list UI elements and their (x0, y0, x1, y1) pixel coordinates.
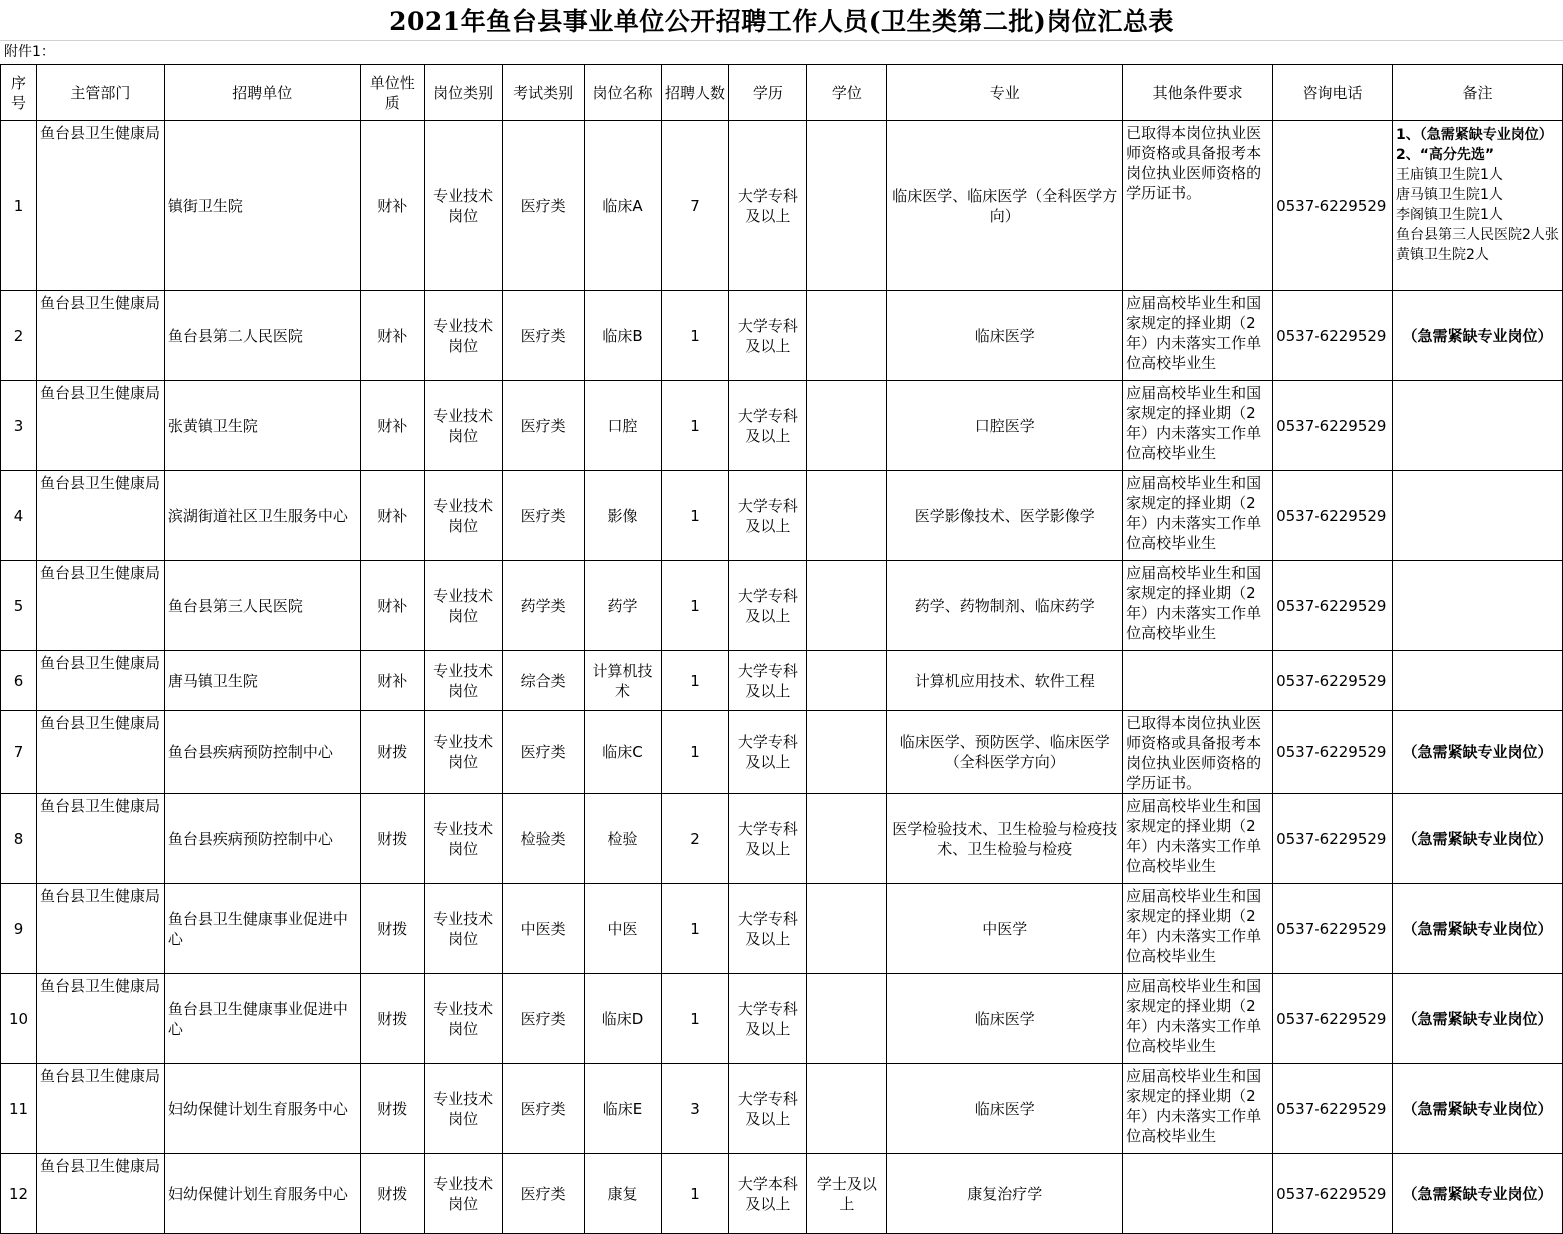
cell-dept: 鱼台县卫生健康局 (36, 381, 164, 471)
cell-cond: 应届高校毕业生和国家规定的择业期（2年）内未落实工作单位高校毕业生 (1123, 561, 1273, 651)
table-row (1, 1154, 1563, 1234)
cell-edu: 大学专科及以上 (729, 974, 807, 1064)
cell-edu: 大学专科及以上 (729, 651, 807, 711)
cell-no: 12 (1, 1154, 37, 1234)
cell-note: （急需紧缺专业岗位） (1392, 794, 1562, 884)
cell-unit: 鱼台县疾病预防控制中心 (164, 711, 360, 794)
cell-edu: 大学专科及以上 (729, 884, 807, 974)
cell-nature: 财拨 (360, 974, 424, 1064)
cell-unit: 鱼台县第二人民医院 (164, 291, 360, 381)
cell-count: 1 (661, 291, 729, 381)
cell-count: 2 (661, 794, 729, 884)
cell-phone: 0537-6229529 (1273, 471, 1393, 561)
cell-nature: 财拨 (360, 884, 424, 974)
cell-dept: 鱼台县卫生健康局 (36, 121, 164, 291)
cell-exam: 医疗类 (502, 1064, 584, 1154)
cell-nature: 财拨 (360, 711, 424, 794)
cell-exam: 综合类 (502, 651, 584, 711)
cell-cond: 应届高校毕业生和国家规定的择业期（2年）内未落实工作单位高校毕业生 (1123, 884, 1273, 974)
cell-major: 临床医学 (887, 974, 1123, 1064)
table-row (1, 974, 1563, 1064)
cell-exam: 医疗类 (502, 381, 584, 471)
cell-count: 7 (661, 121, 729, 291)
cell-unit: 张黄镇卫生院 (164, 381, 360, 471)
cell-major: 临床医学、临床医学（全科医学方向） (887, 121, 1123, 291)
cell-no: 2 (1, 291, 37, 381)
cell-major: 医学检验技术、卫生检验与检疫技术、卫生检验与检疫 (887, 794, 1123, 884)
cell-dept: 鱼台县卫生健康局 (36, 794, 164, 884)
cell-nature: 财拨 (360, 1064, 424, 1154)
cell-post: 中医 (584, 884, 661, 974)
cell-post: 影像 (584, 471, 661, 561)
cell-note (1392, 471, 1562, 561)
cell-note (1392, 381, 1562, 471)
cell-category: 专业技术岗位 (424, 291, 502, 381)
cell-category: 专业技术岗位 (424, 711, 502, 794)
header-cell: 主管部门 (36, 65, 164, 121)
cell-dept: 鱼台县卫生健康局 (36, 1064, 164, 1154)
table-row (1, 1064, 1563, 1154)
cell-phone: 0537-6229529 (1273, 121, 1393, 291)
cell-post: 药学 (584, 561, 661, 651)
cell-no: 5 (1, 561, 37, 651)
cell-dept: 鱼台县卫生健康局 (36, 291, 164, 381)
cell-note (1392, 561, 1562, 651)
table-row (1, 381, 1563, 471)
cell-post: 临床B (584, 291, 661, 381)
cell-exam: 医疗类 (502, 711, 584, 794)
cell-phone: 0537-6229529 (1273, 561, 1393, 651)
cell-nature: 财拨 (360, 1154, 424, 1234)
header-cell: 序号 (1, 65, 37, 121)
attachment-label: 附件1： (4, 44, 55, 60)
cell-dept: 鱼台县卫生健康局 (36, 974, 164, 1064)
cell-edu: 大学本科及以上 (729, 1154, 807, 1234)
cell-no: 10 (1, 974, 37, 1064)
cell-phone: 0537-6229529 (1273, 651, 1393, 711)
cell-no: 4 (1, 471, 37, 561)
cell-no: 8 (1, 794, 37, 884)
cell-degree (807, 974, 887, 1064)
cell-exam: 检验类 (502, 794, 584, 884)
cell-unit: 鱼台县卫生健康事业促进中心 (164, 884, 360, 974)
header-cell: 招聘单位 (164, 65, 360, 121)
cell-no: 7 (1, 711, 37, 794)
cell-major: 药学、药物制剂、临床药学 (887, 561, 1123, 651)
cell-count: 1 (661, 974, 729, 1064)
cell-nature: 财补 (360, 121, 424, 291)
cell-note: （急需紧缺专业岗位） (1392, 1154, 1562, 1234)
cell-unit: 滨湖街道社区卫生服务中心 (164, 471, 360, 561)
cell-nature: 财补 (360, 561, 424, 651)
cell-major: 康复治疗学 (887, 1154, 1123, 1234)
cell-cond: 应届高校毕业生和国家规定的择业期（2年）内未落实工作单位高校毕业生 (1123, 974, 1273, 1064)
cell-cond (1123, 1154, 1273, 1234)
cell-major: 中医学 (887, 884, 1123, 974)
cell-degree (807, 1064, 887, 1154)
cell-unit: 唐马镇卫生院 (164, 651, 360, 711)
cell-degree (807, 884, 887, 974)
header-cell: 备注 (1392, 65, 1562, 121)
cell-major: 临床医学 (887, 1064, 1123, 1154)
cell-cond: 应届高校毕业生和国家规定的择业期（2年）内未落实工作单位高校毕业生 (1123, 471, 1273, 561)
cell-category: 专业技术岗位 (424, 121, 502, 291)
cell-note: （急需紧缺专业岗位） (1392, 974, 1562, 1064)
document-title: 2021年鱼台县事业单位公开招聘工作人员(卫生类第二批)岗位汇总表 (0, 0, 1563, 41)
cell-degree (807, 651, 887, 711)
cell-phone: 0537-6229529 (1273, 794, 1393, 884)
cell-count: 1 (661, 381, 729, 471)
cell-unit: 鱼台县第三人民医院 (164, 561, 360, 651)
table-row (1, 711, 1563, 794)
cell-post: 检验 (584, 794, 661, 884)
cell-category: 专业技术岗位 (424, 1064, 502, 1154)
cell-edu: 大学专科及以上 (729, 711, 807, 794)
table-row (1, 794, 1563, 884)
cell-dept: 鱼台县卫生健康局 (36, 884, 164, 974)
cell-degree (807, 711, 887, 794)
cell-unit: 镇街卫生院 (164, 121, 360, 291)
cell-dept: 鱼台县卫生健康局 (36, 711, 164, 794)
cell-edu: 大学专科及以上 (729, 561, 807, 651)
note-line: 王庙镇卫生院1人 (1395, 167, 1503, 183)
cell-note: （急需紧缺专业岗位） (1392, 291, 1562, 381)
cell-degree (807, 291, 887, 381)
cell-post: 临床A (584, 121, 661, 291)
table-row (1, 561, 1563, 651)
cell-phone: 0537-6229529 (1273, 1064, 1393, 1154)
cell-unit: 鱼台县疾病预防控制中心 (164, 794, 360, 884)
cell-dept: 鱼台县卫生健康局 (36, 1154, 164, 1234)
cell-major: 医学影像技术、医学影像学 (887, 471, 1123, 561)
cell-cond: 应届高校毕业生和国家规定的择业期（2年）内未落实工作单位高校毕业生 (1123, 381, 1273, 471)
cell-post: 临床D (584, 974, 661, 1064)
cell-phone: 0537-6229529 (1273, 1154, 1393, 1234)
note-line: 李阁镇卫生院1人 (1395, 207, 1503, 223)
cell-dept: 鱼台县卫生健康局 (36, 471, 164, 561)
cell-degree: 学士及以上 (807, 1154, 887, 1234)
cell-post: 康复 (584, 1154, 661, 1234)
header-row (1, 65, 1563, 121)
cell-category: 专业技术岗位 (424, 651, 502, 711)
cell-major: 临床医学、预防医学、临床医学（全科医学方向） (887, 711, 1123, 794)
cell-dept: 鱼台县卫生健康局 (36, 651, 164, 711)
cell-phone: 0537-6229529 (1273, 711, 1393, 794)
cell-nature: 财补 (360, 291, 424, 381)
cell-count: 1 (661, 471, 729, 561)
cell-category: 专业技术岗位 (424, 1154, 502, 1234)
cell-note (1392, 121, 1562, 291)
cell-category: 专业技术岗位 (424, 794, 502, 884)
header-cell: 咨询电话 (1273, 65, 1393, 121)
cell-unit: 妇幼保健计划生育服务中心 (164, 1154, 360, 1234)
table-row (1, 884, 1563, 974)
cell-no: 9 (1, 884, 37, 974)
table-row (1, 651, 1563, 711)
cell-exam: 中医类 (502, 884, 584, 974)
table-row (1, 471, 1563, 561)
cell-nature: 财补 (360, 381, 424, 471)
cell-unit: 妇幼保健计划生育服务中心 (164, 1064, 360, 1154)
cell-edu: 大学专科及以上 (729, 291, 807, 381)
cell-edu: 大学专科及以上 (729, 121, 807, 291)
cell-cond: 已取得本岗位执业医师资格或具备报考本岗位执业医师资格的学历证书。 (1123, 711, 1273, 794)
header-cell: 招聘人数 (661, 65, 729, 121)
cell-cond: 应届高校毕业生和国家规定的择业期（2年）内未落实工作单位高校毕业生 (1123, 291, 1273, 381)
cell-phone: 0537-6229529 (1273, 381, 1393, 471)
cell-exam: 医疗类 (502, 974, 584, 1064)
cell-degree (807, 381, 887, 471)
cell-degree (807, 121, 887, 291)
cell-nature: 财补 (360, 651, 424, 711)
cell-edu: 大学专科及以上 (729, 471, 807, 561)
cell-exam: 医疗类 (502, 1154, 584, 1234)
cell-category: 专业技术岗位 (424, 471, 502, 561)
cell-no: 6 (1, 651, 37, 711)
cell-note: （急需紧缺专业岗位） (1392, 711, 1562, 794)
cell-degree (807, 794, 887, 884)
cell-phone: 0537-6229529 (1273, 974, 1393, 1064)
cell-exam: 医疗类 (502, 291, 584, 381)
cell-post: 临床C (584, 711, 661, 794)
cell-post: 计算机技术 (584, 651, 661, 711)
cell-count: 1 (661, 651, 729, 711)
cell-no: 11 (1, 1064, 37, 1154)
cell-cond: 应届高校毕业生和国家规定的择业期（2年）内未落实工作单位高校毕业生 (1123, 794, 1273, 884)
cell-nature: 财拨 (360, 794, 424, 884)
cell-exam: 药学类 (502, 561, 584, 651)
recruitment-table (0, 64, 1563, 1234)
header-cell: 考试类别 (502, 65, 584, 121)
cell-dept: 鱼台县卫生健康局 (36, 561, 164, 651)
header-cell: 专业 (887, 65, 1123, 121)
cell-edu: 大学专科及以上 (729, 381, 807, 471)
cell-count: 1 (661, 711, 729, 794)
cell-degree (807, 471, 887, 561)
cell-note: （急需紧缺专业岗位） (1392, 884, 1562, 974)
cell-category: 专业技术岗位 (424, 381, 502, 471)
cell-category: 专业技术岗位 (424, 884, 502, 974)
cell-nature: 财补 (360, 471, 424, 561)
cell-cond: 已取得本岗位执业医师资格或具备报考本岗位执业医师资格的学历证书。 (1123, 121, 1273, 291)
table-row (1, 121, 1563, 291)
header-cell: 岗位名称 (584, 65, 661, 121)
cell-category: 专业技术岗位 (424, 561, 502, 651)
cell-exam: 医疗类 (502, 471, 584, 561)
cell-post: 临床E (584, 1064, 661, 1154)
cell-edu: 大学专科及以上 (729, 1064, 807, 1154)
note-line: 1、（急需紧缺专业岗位） (1395, 127, 1553, 143)
cell-cond: 应届高校毕业生和国家规定的择业期（2年）内未落实工作单位高校毕业生 (1123, 1064, 1273, 1154)
cell-phone: 0537-6229529 (1273, 291, 1393, 381)
header-cell: 单位性质 (360, 65, 424, 121)
cell-exam: 医疗类 (502, 121, 584, 291)
header-cell: 岗位类别 (424, 65, 502, 121)
note-line: 唐马镇卫生院1人 (1395, 187, 1503, 203)
table-row (1, 291, 1563, 381)
note-line: 鱼台县第三人民医院2人张黄镇卫生院2人 (1395, 227, 1559, 263)
cell-category: 专业技术岗位 (424, 974, 502, 1064)
cell-count: 1 (661, 884, 729, 974)
cell-note (1392, 651, 1562, 711)
cell-major: 计算机应用技术、软件工程 (887, 651, 1123, 711)
cell-no: 3 (1, 381, 37, 471)
cell-phone: 0537-6229529 (1273, 884, 1393, 974)
header-cell: 其他条件要求 (1123, 65, 1273, 121)
cell-count: 3 (661, 1064, 729, 1154)
cell-count: 1 (661, 1154, 729, 1234)
cell-note: （急需紧缺专业岗位） (1392, 1064, 1562, 1154)
cell-major: 临床医学 (887, 291, 1123, 381)
header-cell: 学位 (807, 65, 887, 121)
cell-cond (1123, 651, 1273, 711)
cell-count: 1 (661, 561, 729, 651)
cell-no: 1 (1, 121, 37, 291)
cell-degree (807, 561, 887, 651)
note-line: 2、“高分先选” (1395, 147, 1495, 163)
cell-edu: 大学专科及以上 (729, 794, 807, 884)
header-cell: 学历 (729, 65, 807, 121)
cell-unit: 鱼台县卫生健康事业促进中心 (164, 974, 360, 1064)
cell-major: 口腔医学 (887, 381, 1123, 471)
cell-post: 口腔 (584, 381, 661, 471)
